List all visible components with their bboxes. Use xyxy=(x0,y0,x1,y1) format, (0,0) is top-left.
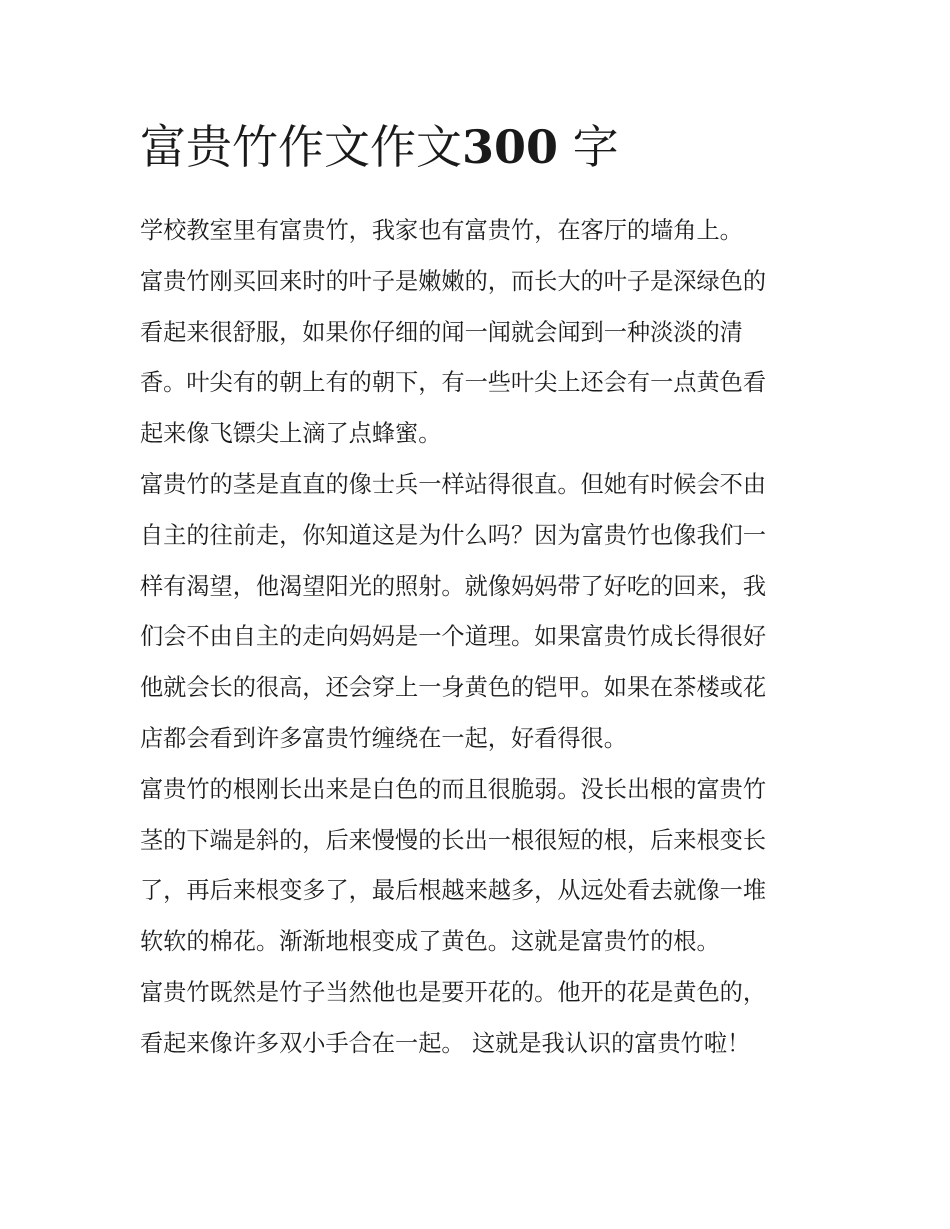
text-line: 自主的往前走，你知道这是为什么吗？因为富贵竹也像我们一 xyxy=(140,521,767,549)
text-line: 了，再后来根变多了，最后根越来越多，从远处看去就像一堆 xyxy=(140,877,767,905)
paragraph-1 xyxy=(140,206,812,257)
paragraph-3 xyxy=(140,460,812,765)
text-line: 起来像飞镖尖上滴了点蜂蜜。 xyxy=(140,420,442,448)
text-line: 软软的棉花。渐渐地根变成了黄色。这就是富贵竹的根。 xyxy=(140,928,720,956)
text-line: 看起来很舒服，如果你仔细的闻一闻就会闻到一种淡淡的清 xyxy=(140,318,743,346)
title-number: 300 xyxy=(462,120,559,174)
text-line: 富贵竹的根刚长出来是白色的而且很脆弱。没长出根的富贵竹 xyxy=(140,775,767,803)
document-page xyxy=(140,112,812,1070)
text-line: 样有渴望，他渴望阳光的照射。就像妈妈带了好吃的回来，我 xyxy=(140,572,767,600)
text-line: 他就会长的很高，还会穿上一身黄色的铠甲。如果在茶楼或花 xyxy=(140,674,767,702)
text-line: 香。叶尖有的朝上有的朝下，有一些叶尖上还会有一点黄色看 xyxy=(140,369,767,397)
document-title xyxy=(140,112,812,184)
paragraph-2 xyxy=(140,257,812,460)
text-line: 学校教室里有富贵竹，我家也有富贵竹，在客厅的墙角上。 xyxy=(140,217,743,244)
text-line: 茎的下端是斜的，后来慢慢的长出一根很短的根，后来根变长 xyxy=(140,826,767,854)
text-line: 富贵竹的茎是直直的像士兵一样站得很直。但她有时候会不由 xyxy=(140,470,767,498)
document-body xyxy=(140,206,812,1070)
title-prefix: 富贵竹作文作文 xyxy=(140,120,462,174)
paragraph-4 xyxy=(140,765,812,968)
text-line: 富贵竹既然是竹子当然他也是要开花的。他开的花是黄色的， xyxy=(140,978,767,1006)
text-line: 店都会看到许多富贵竹缠绕在一起，好看得很。 xyxy=(140,724,627,752)
title-suffix: 字 xyxy=(572,120,619,174)
text-line: 们会不由自主的走向妈妈是一个道理。如果富贵竹成长得很好 xyxy=(140,623,767,651)
paragraph-5 xyxy=(140,968,812,1070)
text-line: 看起来像许多双小手合在一起。 这就是我认识的富贵竹啦！ xyxy=(140,1029,751,1057)
text-line: 富贵竹刚买回来时的叶子是嫩嫩的，而长大的叶子是深绿色的 xyxy=(140,267,767,295)
